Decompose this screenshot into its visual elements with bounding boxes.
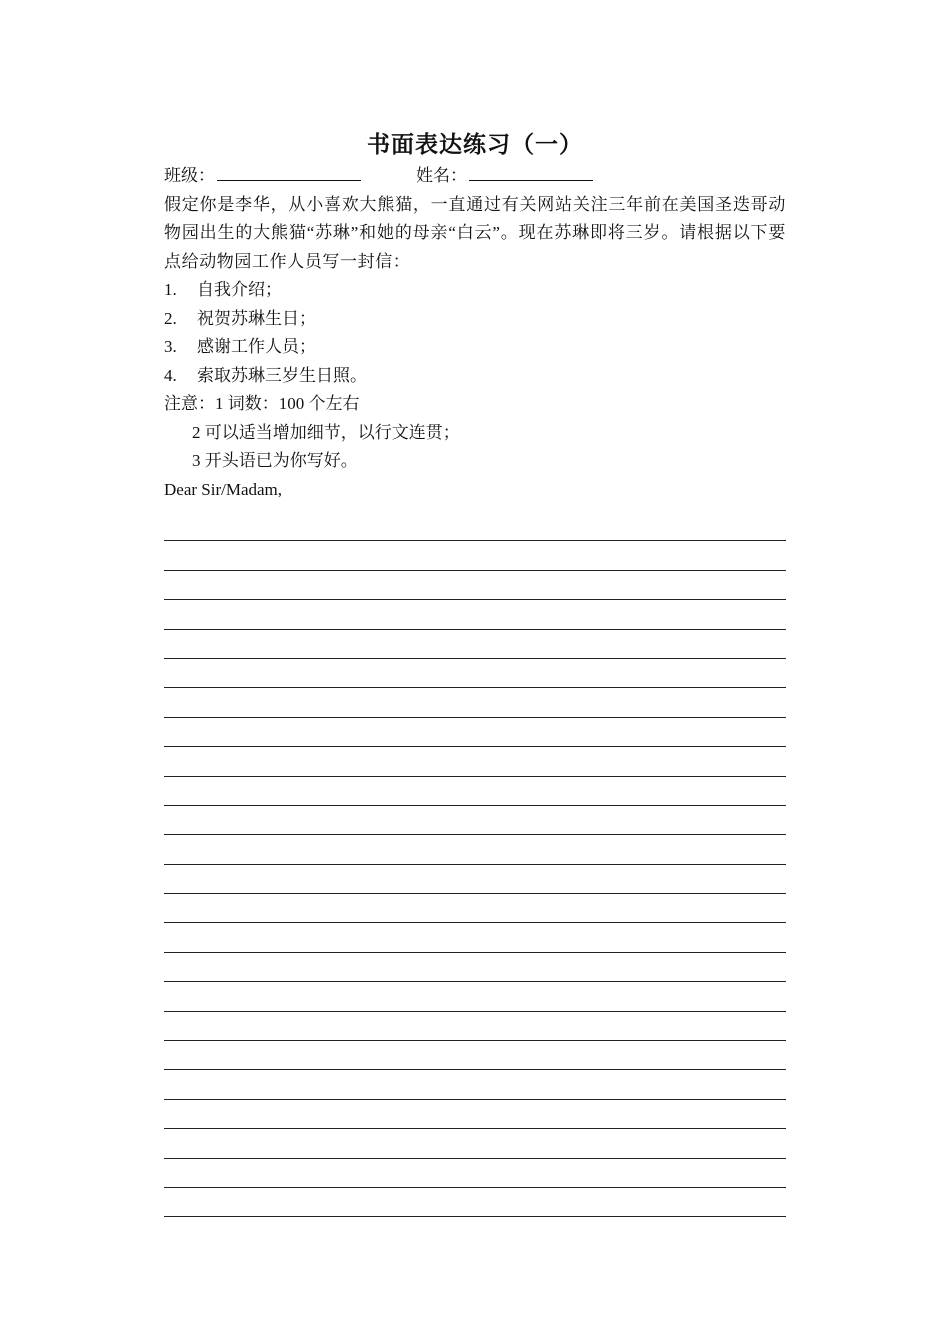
writing-line[interactable]: [164, 777, 786, 806]
writing-line[interactable]: [164, 806, 786, 835]
notes: [164, 390, 786, 476]
writing-line[interactable]: [164, 953, 786, 982]
list-item-text: 索取苏琳三岁生日照。: [197, 365, 367, 385]
writing-line[interactable]: [164, 630, 786, 659]
writing-line[interactable]: [164, 1012, 786, 1041]
class-label: 班级：: [164, 166, 215, 185]
writing-line[interactable]: [164, 541, 786, 570]
salutation: Dear Sir/Madam,: [164, 479, 283, 499]
writing-line[interactable]: [164, 747, 786, 776]
name-field[interactable]: [469, 162, 593, 181]
list-item-text: 感谢工作人员；: [197, 337, 316, 356]
list-item-number: 4.: [164, 365, 177, 385]
writing-line[interactable]: [164, 894, 786, 923]
writing-line[interactable]: [164, 1188, 786, 1217]
writing-line[interactable]: [164, 1041, 786, 1070]
list-item-number: 2.: [164, 308, 177, 328]
list-item-number: 3.: [164, 337, 177, 356]
writing-line[interactable]: [164, 1100, 786, 1129]
writing-line[interactable]: [164, 512, 786, 541]
writing-line[interactable]: [164, 982, 786, 1011]
note-line: 注意：1 词数：100 个左右: [164, 394, 360, 413]
worksheet-page: [164, 128, 786, 1217]
prompt-text: 假定你是李华，从小喜欢大熊猫，一直通过有关网站关注三年前在美国圣迭哥动物园出生的大熊猫“苏琳”和她的母亲“白云”。现在苏琳即将三岁。请根据以下要点给动物园工作人员写一封信：: [164, 194, 786, 271]
list-item-text: 祝贺苏琳生日；: [197, 308, 316, 328]
writing-line[interactable]: [164, 1129, 786, 1158]
list-item: [164, 305, 786, 334]
list-item-text: 自我介绍；: [197, 280, 282, 299]
writing-line[interactable]: [164, 835, 786, 864]
student-info-row: [164, 162, 786, 191]
writing-line[interactable]: [164, 600, 786, 629]
writing-line[interactable]: [164, 865, 786, 894]
writing-line[interactable]: [164, 1070, 786, 1099]
name-label: 姓名：: [416, 166, 467, 185]
page-title: 书面表达练习（一）: [367, 131, 583, 158]
writing-line[interactable]: [164, 571, 786, 600]
list-item: [164, 362, 786, 391]
writing-line[interactable]: [164, 923, 786, 952]
list-item: [164, 276, 786, 305]
list-item: [164, 333, 786, 362]
points-list: [164, 276, 786, 390]
writing-area[interactable]: [164, 512, 786, 1217]
list-item-number: 1.: [164, 280, 177, 299]
writing-line[interactable]: [164, 718, 786, 747]
writing-line[interactable]: [164, 688, 786, 717]
note-line: 3 开头语已为你写好。: [192, 451, 358, 470]
writing-line[interactable]: [164, 659, 786, 688]
writing-line[interactable]: [164, 1159, 786, 1188]
class-field[interactable]: [217, 162, 361, 181]
note-line: 2 可以适当增加细节，以行文连贯；: [192, 422, 460, 442]
